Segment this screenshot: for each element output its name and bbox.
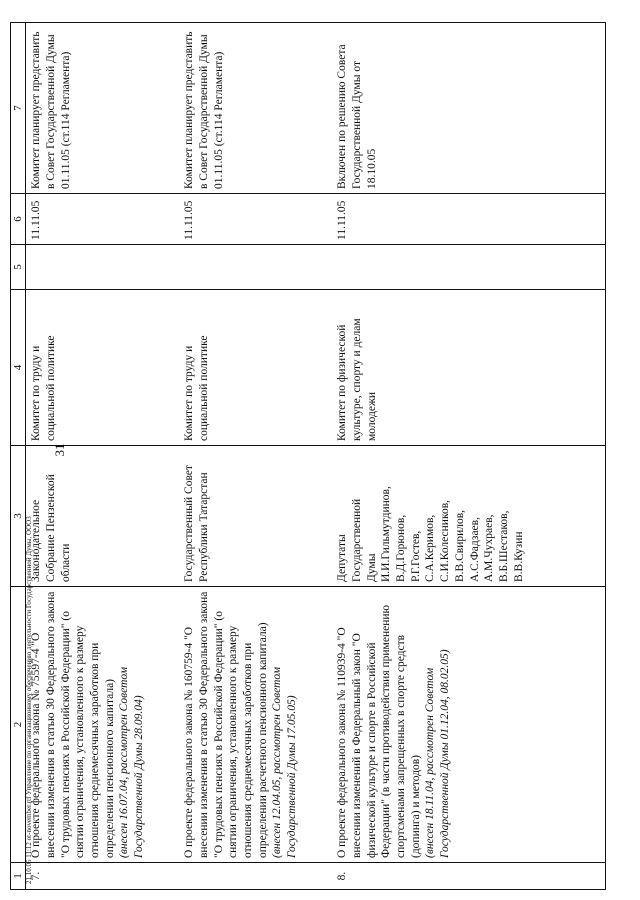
bill-date: 11.11.05: [179, 194, 332, 245]
bills-table: [10, 22, 606, 890]
document-footer: 21.10.05 11:12 ot-november.rtf Управление по организационному обеспечению деятельности Государственной Думы, ООО3: [25, 516, 33, 884]
bill-status: Включен по решению Совета Государственной Думы от 18.10.05: [332, 23, 606, 194]
bill-initiator: Законодательное Собрание Пензенской области: [26, 446, 180, 587]
responsible-committee: Комитет по физической культуре, спорту и делам молодежи: [332, 290, 606, 446]
column-5-cell: [26, 245, 180, 290]
table-row: [332, 23, 606, 890]
initiator-line: С.А.Керимов,: [424, 514, 437, 582]
initiator-line: Государственной: [350, 498, 363, 582]
col-header-2: 2: [11, 587, 26, 863]
bill-note: (внесен 18.11.04, рассмотрен Советом Государственной Думы 01.12.04, 08.02.05): [424, 649, 452, 858]
bill-title: О проекте федерального закона № 75597-4 "О внесении изменения в статью 30 Федерального закона "О трудовых пенсиях в Российской Федерации" (о снятии ограничения, установленного к размеру отношения среднемесячных заработков при определении пенсионного капитала): [30, 591, 116, 858]
table-row: [179, 23, 332, 890]
table-row: [26, 23, 180, 890]
bill-status: Комитет планирует представить в Совет Государственной Думы 01.11.05 (ст.114 Регламента): [179, 23, 332, 194]
bills-table-container: [10, 30, 600, 890]
initiator-line: В.Д.Горюнов,: [394, 514, 407, 582]
row-number: 8.: [332, 863, 606, 890]
col-header-7: 7: [11, 23, 26, 194]
page-number: 31: [52, 443, 67, 457]
bill-description: [26, 587, 180, 863]
initiator-line: И.И.Гильмутдинов,: [380, 486, 393, 582]
col-header-4: 4: [11, 290, 26, 446]
bill-description: [332, 587, 606, 863]
bill-note: (внесен 12.04.05, рассмотрен Советом Государственной Думы 17.05.05): [271, 666, 299, 858]
initiator-line: В.В.Кузин: [512, 531, 525, 582]
initiator-line: А.С.Фадзаев,: [468, 517, 481, 582]
initiator-line: А.М.Чухраев,: [483, 514, 496, 582]
bill-note: (внесен 16.07.04, рассмотрен Советом Государственной Думы 28.09.04): [118, 666, 146, 858]
bill-initiator: [332, 446, 606, 587]
bill-status: Комитет планирует представить в Совет Государственной Думы 01.11.05 (ст.114 Регламента): [26, 23, 180, 194]
responsible-committee: Комитет по труду и социальной политике: [179, 290, 332, 446]
initiator-line: С.И.Колесников,: [439, 499, 452, 582]
responsible-committee: Комитет по труду и социальной политике: [26, 290, 180, 446]
bill-title: О проекте федерального закона № 160759-4 "О внесении изменения в статью 30 Федерального закона "О трудовых пенсиях в Российской Федерации" (о снятии ограничения, установленного к размеру отношения среднемесячных заработков при определении расчетного пенсионного капитала): [183, 591, 269, 858]
initiator-line: Р.Г.Гостев,: [409, 530, 422, 582]
bill-date: 11.11.05: [26, 194, 180, 245]
bill-description: [179, 587, 332, 863]
row-number: [179, 863, 332, 890]
row-number: 7.: [26, 863, 180, 890]
table-header-row: [11, 23, 26, 890]
bill-date: 11.11.05: [332, 194, 606, 245]
col-header-5: 5: [11, 245, 26, 290]
column-5-cell: [332, 245, 606, 290]
col-header-1: 1: [11, 863, 26, 890]
initiator-line: Думы: [365, 553, 378, 582]
col-header-3: 3: [11, 446, 26, 587]
initiator-line: Депутаты: [336, 534, 349, 582]
initiator-line: В.В.Свирилов,: [453, 509, 466, 582]
bill-title: О проекте федерального закона № 110939-4 "О внесении изменений в Федеральный закон "О физической культуре и спорте в Российской Федерации" (в части противодействия применению спортсменами запрещенных в спорте средств (допинга) и методов): [336, 604, 422, 858]
column-5-cell: [179, 245, 332, 290]
bill-initiator: Государственный Совет Республики Татарстан: [179, 446, 332, 587]
initiator-line: В.Б.Шестаков,: [497, 510, 510, 582]
col-header-6: 6: [11, 194, 26, 245]
